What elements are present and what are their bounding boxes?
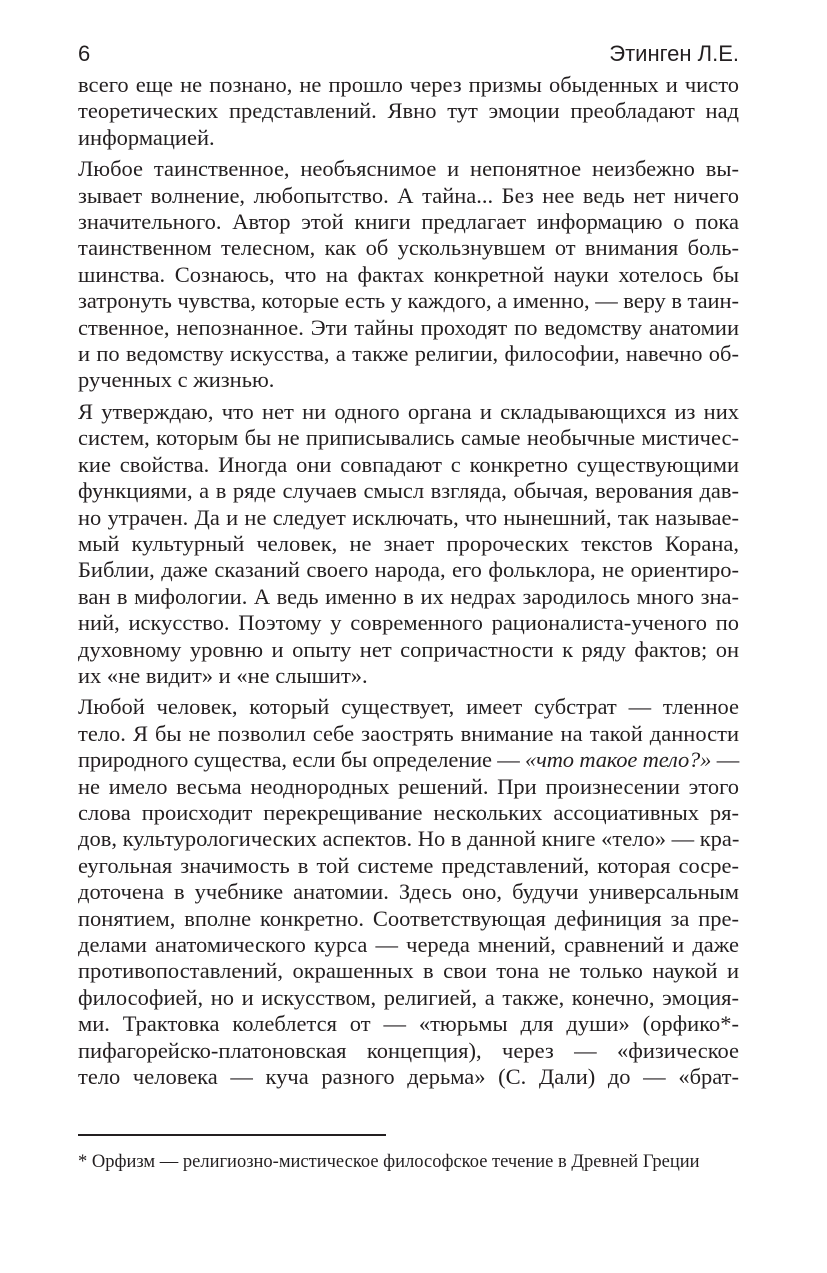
text-line: Я утверждаю, что нет ни одного органа и складывающихся из них	[78, 398, 739, 424]
text-line: их «не видит» и «не слышит».	[78, 662, 368, 688]
text-line: ми. Трактовка колеблется от — «тюрьмы для души» (орфико*-	[78, 1011, 739, 1037]
text-line: ван в мифологии. А ведь именно в их недрах зародилось много зна-	[78, 583, 739, 609]
text-line: доточена в учебнике анатомии. Здесь оно, будучи универсальным	[78, 879, 739, 905]
text-line: пифагорейско-платоновская концепция), через — «физическое	[78, 1037, 739, 1063]
italic-phrase: «что такое тело?»	[525, 747, 712, 773]
text-line: противопоставлений, окрашенных в свои тона не только наукой и	[78, 958, 739, 984]
footnote-rule	[78, 1134, 386, 1136]
text-line: дов, культурологических аспектов. Но в данной книге «тело» — кра-	[78, 826, 740, 852]
text-line: рученных с жизнью.	[78, 367, 275, 393]
body-text	[78, 72, 739, 1090]
running-head-author: Этинген Л.Е.	[609, 41, 739, 66]
text-line: теоретических представлений. Явно тут эмоции преобладают над	[78, 98, 739, 124]
text-line: делами анатомического курса — череда мнений, сравнений и даже	[78, 932, 739, 957]
paragraph-4	[78, 694, 739, 1090]
text-line: значительного. Автор этой книги предлагает информацию о пока	[78, 209, 739, 235]
text-fragment: —	[711, 747, 740, 773]
text-line: таинственном телесном, как об ускользнувшем от внимания боль-	[78, 235, 739, 261]
text-line: всего еще не познано, не прошло через призмы обыденных и чисто	[78, 72, 739, 97]
paragraph-3	[78, 399, 739, 689]
text-line: слова происходит перекрещивание нескольких ассоциативных ря-	[78, 799, 739, 825]
text-line: духовному уровню и опыту нет сопричастности к ряду фактов; он	[78, 636, 739, 662]
text-line: и по ведомству искусства, а также религии, философии, навечно об-	[78, 341, 739, 367]
text-line: кие свойства. Иногда они совпадают с конкретно существующими	[78, 451, 739, 477]
text-line: Любое таинственное, необъяснимое и непонятное неизбежно вы-	[78, 156, 739, 182]
text-line: мый культурный человек, не знает пророческих текстов Корана,	[78, 530, 739, 556]
text-line: ний, искусство. Поэтому у современного рационалиста-ученого по	[78, 610, 739, 636]
paragraph-1	[78, 72, 739, 151]
text-line: функциями, а в ряде случаев смысл взгляда, обычая, верования дав-	[78, 478, 739, 504]
text-line: тело человека — куча разного дерьма» (С. Дали) до — «брат-	[78, 1064, 739, 1090]
text-line: понятием, вполне конкретно. Соответствующая дефиниция за пре-	[78, 905, 739, 931]
footnote: * Орфизм — религиозно-мистическое философское течение в Древней Греции	[78, 1152, 700, 1172]
text-line: информацией.	[78, 124, 215, 150]
text-line: Любой человек, который существует, имеет субстрат — тленное	[78, 694, 739, 720]
text-fragment: природного существа, если бы определение —	[78, 747, 526, 773]
text-line: но утрачен. Да и не следует исключать, что нынешний, так называе-	[78, 504, 739, 530]
text-line: философией, но и искусством, религией, а также, конечно, эмоция-	[78, 984, 739, 1010]
text-line: систем, которым бы не приписывались самые необычные мистичес-	[78, 425, 739, 451]
text-line: ственное, непознанное. Эти тайны проходят по ведомству анатомии	[78, 314, 739, 340]
text-line: не имело весьма неоднородных решений. При произнесении этого	[78, 773, 739, 799]
text-line: затронуть чувства, которые есть у каждого, а именно, — веру в таин-	[78, 288, 739, 314]
running-head	[78, 38, 739, 70]
paragraph-2	[78, 156, 739, 394]
text-line-with-italic	[78, 747, 739, 773]
text-line: тело. Я бы не позволил себе заострять внимание на такой данности	[78, 720, 739, 746]
page-number: 6	[78, 41, 91, 66]
text-line: еугольная значимость в той системе представлений, которая сосре-	[78, 852, 739, 878]
text-line: Библии, даже сказаний своего народа, его фольклора, не ориентиро-	[78, 557, 739, 583]
text-line: шинства. Сознаюсь, что на фактах конкретной науки хотелось бы	[78, 261, 739, 287]
text-line: зывает волнение, любопытство. А тайна... Без нее ведь нет ничего	[78, 182, 739, 208]
